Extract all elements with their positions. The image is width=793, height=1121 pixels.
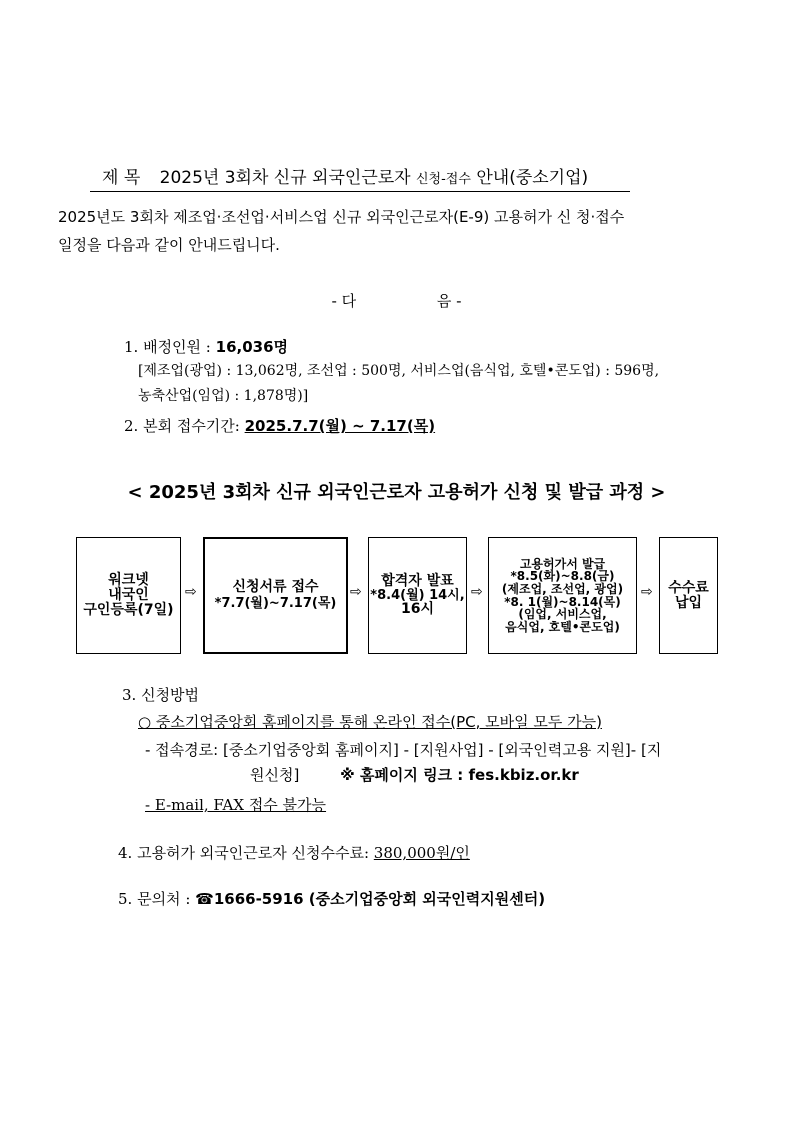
intro-line-2: 일정을 다음과 같이 안내드립니다. [58, 236, 280, 254]
item-3-path-1: - 접속경로: [중소기업중앙회 홈페이지] - [지원사업] - [외국인력고용 지원]- [지 [145, 741, 662, 759]
intro-line-1: 2025년도 3회차 제조업·조선업·서비스업 신규 외국인근로자(E-9) 고용허가 신 청·접수 [58, 208, 625, 226]
item-4-value: 380,000원/인 [373, 844, 470, 862]
step-4-line-3: (제조업, 조선업, 광업) [501, 581, 624, 596]
step-4-line-5: (임업, 서비스업, [518, 607, 607, 622]
heading-right: 음 - [436, 292, 462, 310]
process-step-4 [488, 537, 637, 654]
step-5-line-1: 수수료 [668, 579, 709, 596]
process-step-3 [368, 537, 467, 654]
arrow-icon: ⇨ [471, 584, 483, 600]
item-1-detail-1: [제조업(광업) : 13,062명, 조선업 : 500명, 서비스업(음식업, 호텔•콘도업) : 596명, [138, 363, 660, 379]
step-3-line-2: *8.4(월) 14시, [370, 587, 465, 603]
title-small: 신청-접수 [416, 172, 471, 187]
item-1-label: 1. 배정인원 : [124, 338, 216, 356]
process-step-1 [76, 537, 181, 654]
item-3-path-2a: 원신청] [250, 766, 300, 784]
item-5 [118, 888, 545, 909]
item-1-detail-2: 농축산업(임업) : 1,878명)] [138, 388, 309, 404]
title-main: 2025년 3회차 신규 외국인근로자 [159, 168, 411, 188]
step-4-line-1: 고용허가서 발급 [519, 556, 606, 571]
step-3-line-1: 합격자 발표 [381, 572, 454, 589]
step-1-line-2: 내국인 [108, 587, 149, 604]
item-3-no-fax: - E-mail, FAX 접수 불가능 [145, 796, 327, 814]
section-heading [0, 290, 793, 311]
item-2-value: 2025.7.7(월) ~ 7.17(목) [244, 417, 436, 435]
item-3-label: 3. 신청방법 [122, 686, 200, 704]
item-4 [118, 842, 470, 863]
item-3-bullet: ○ 중소기업중앙회 홈페이지를 통해 온라인 접수(PC, 모바일 모두 가능) [138, 713, 602, 731]
title-label: 제 목 [102, 168, 141, 188]
item-2-label: 2. 본회 접수기간: [124, 417, 245, 435]
step-2-line-1: 신청서류 접수 [232, 579, 319, 596]
step-1-line-1: 워크넷 [108, 572, 149, 589]
heading-left: - 다 [331, 292, 357, 310]
title-end: 안내(중소기업) [476, 168, 589, 188]
homepage-link[interactable]: ※ 홈페이지 링크 : fes.kbiz.or.kr [340, 766, 579, 784]
step-4-line-4: *8. 1(월)~8.14(목) [504, 594, 621, 609]
process-step-2 [203, 537, 348, 654]
item-3-path-2 [250, 764, 579, 785]
process-step-5 [659, 537, 718, 654]
step-4-line-6: 음식업, 호텔•콘도업) [505, 619, 620, 634]
arrow-icon: ⇨ [350, 584, 362, 600]
step-3-line-3: 16시 [400, 601, 434, 618]
step-1-line-3: 구인등록(7일) [83, 601, 174, 618]
item-4-label: 4. 고용허가 외국인근로자 신청수수료: [118, 844, 374, 862]
step-5-line-2: 납입 [674, 594, 703, 611]
document-title [90, 163, 630, 192]
item-5-value: ☎1666-5916 (중소기업중앙회 외국인력지원센터) [195, 890, 546, 908]
item-5-label: 5. 문의처 : [118, 890, 196, 908]
item-1-value: 16,036명 [215, 338, 289, 356]
item-1 [124, 336, 288, 357]
process-title: < 2025년 3회차 신규 외국인근로자 고용허가 신청 및 발급 과정 > [127, 482, 666, 503]
arrow-icon: ⇨ [641, 584, 653, 600]
arrow-icon: ⇨ [185, 584, 197, 600]
step-2-line-2: *7.7(월)~7.17(목) [214, 596, 337, 612]
step-4-line-2: *8.5(화)~8.8(금) [510, 569, 615, 584]
item-2 [124, 415, 435, 436]
